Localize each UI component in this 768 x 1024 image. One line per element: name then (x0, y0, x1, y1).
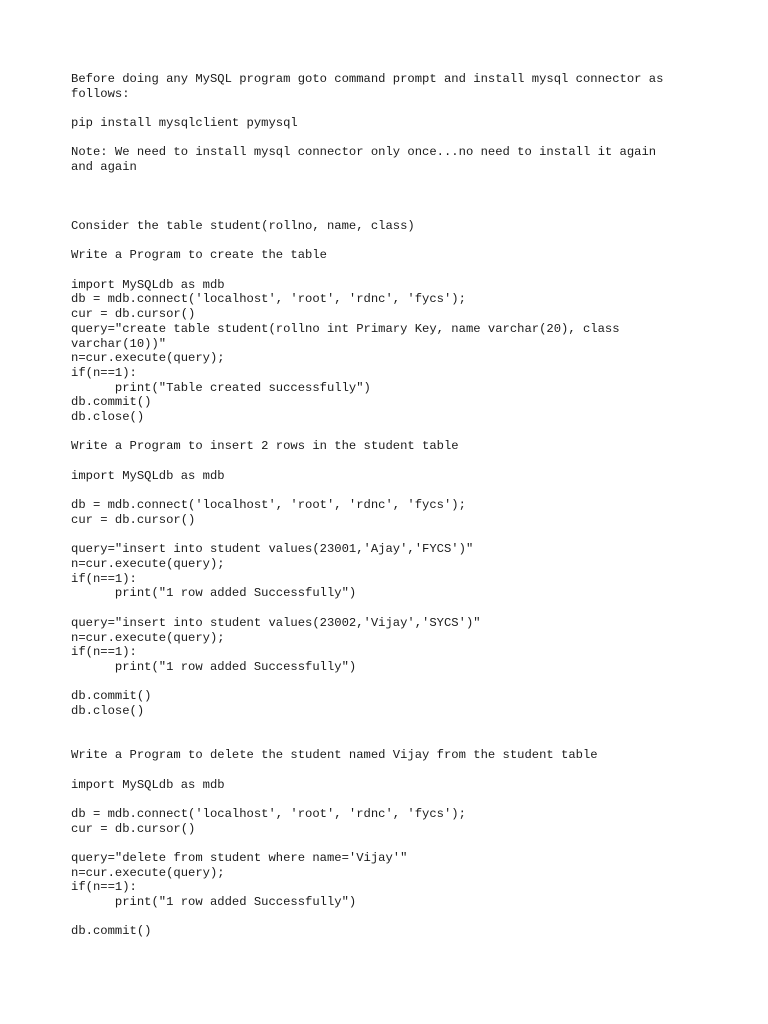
blank-line (71, 792, 711, 807)
blank-line (71, 763, 711, 778)
blank-line (71, 836, 711, 851)
blank-line (71, 484, 711, 499)
document-page (71, 72, 711, 939)
blank-line (71, 454, 711, 469)
text-line: db.commit() (71, 395, 152, 410)
text-line: db.commit() (71, 689, 152, 704)
blank-line (71, 733, 711, 748)
text-line: n=cur.execute(query); (71, 351, 225, 366)
blank-line (71, 175, 711, 190)
text-line: print("1 row added Successfully") (71, 659, 357, 674)
text-line: query="create table student(rollno int Primary Key, name varchar(20), class (71, 321, 620, 336)
text-line: query="insert into student values(23002,'Vijay','SYCS')" (71, 615, 481, 630)
text-line: cur = db.cursor() (71, 512, 196, 527)
blank-line (71, 190, 711, 205)
blank-line (71, 234, 711, 249)
text-line: if(n==1): (71, 365, 137, 380)
text-line: db.commit() (71, 924, 152, 939)
blank-line (71, 101, 711, 116)
blank-line (71, 910, 711, 925)
text-line: if(n==1): (71, 571, 137, 586)
text-line: Write a Program to create the table (71, 248, 327, 263)
text-line: print("1 row added Successfully") (71, 895, 357, 910)
text-line: import MySQLdb as mdb (71, 468, 225, 483)
blank-line (71, 675, 711, 690)
text-line: Consider the table student(rollno, name, class) (71, 218, 415, 233)
text-line: import MySQLdb as mdb (71, 777, 225, 792)
text-line: if(n==1): (71, 880, 137, 895)
text-line: if(n==1): (71, 645, 137, 660)
text-line: cur = db.cursor() (71, 307, 196, 322)
blank-line (71, 528, 711, 543)
text-line: print("1 row added Successfully") (71, 586, 357, 601)
text-line: pip install mysqlclient pymysql (71, 116, 298, 131)
blank-line (71, 204, 711, 219)
blank-line (71, 601, 711, 616)
text-line: db.close() (71, 704, 145, 719)
text-line: db = mdb.connect('localhost', 'root', 'rdnc', 'fycs'); (71, 498, 466, 513)
text-line: Write a Program to delete the student named Vijay from the student table (71, 748, 598, 763)
text-line: and again (71, 160, 137, 175)
blank-line (71, 131, 711, 146)
text-line: print("Table created successfully") (71, 380, 371, 395)
text-line: Write a Program to insert 2 rows in the student table (71, 439, 459, 454)
text-line: query="insert into student values(23001,'Ajay','FYCS')" (71, 542, 474, 557)
text-line: n=cur.execute(query); (71, 865, 225, 880)
text-line: db = mdb.connect('localhost', 'root', 'rdnc', 'fycs'); (71, 806, 466, 821)
text-line: Before doing any MySQL program goto command prompt and install mysql connector as (71, 72, 664, 86)
blank-line (71, 425, 711, 440)
text-line: db = mdb.connect('localhost', 'root', 'rdnc', 'fycs'); (71, 292, 466, 307)
text-line: cur = db.cursor() (71, 821, 196, 836)
text-line: query="delete from student where name='Vijay'" (71, 850, 408, 865)
blank-line (71, 719, 711, 734)
text-line: varchar(10))" (71, 336, 167, 351)
blank-line (71, 263, 711, 278)
text-line: n=cur.execute(query); (71, 557, 225, 572)
text-line: db.close() (71, 410, 145, 425)
text-line: n=cur.execute(query); (71, 630, 225, 645)
text-line: follows: (71, 86, 130, 101)
text-line: Note: We need to install mysql connector only once...no need to install it again (71, 145, 657, 160)
text-line: import MySQLdb as mdb (71, 277, 225, 292)
